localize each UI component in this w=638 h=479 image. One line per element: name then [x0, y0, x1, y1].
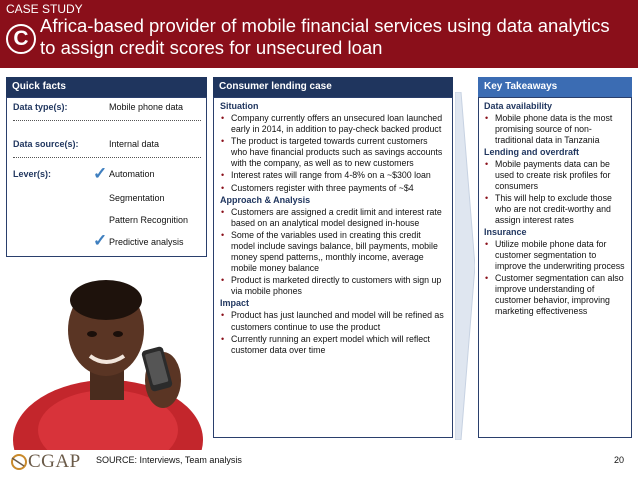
consumer-lending-panel	[213, 97, 453, 438]
case-study-label: CASE STUDY	[6, 2, 83, 16]
divider	[13, 120, 201, 121]
data-availability-title: Data availability	[484, 101, 553, 111]
list-item: • Product is marketed directly to customers with sign up via mobile phones	[221, 275, 442, 297]
bullet-dot: •	[485, 159, 489, 169]
data-sources-value: Internal data	[109, 139, 160, 149]
approach-title: Approach & Analysis	[220, 194, 311, 205]
bullet-dot: •	[485, 239, 489, 249]
bullet-dot: •	[221, 136, 225, 147]
bullet-dot: •	[221, 113, 225, 123]
list-item: • The product is targeted towards current customers who have financial products such as savings accounts with the company, as well as to new customers	[221, 136, 443, 169]
man-with-phone-photo	[8, 260, 208, 450]
header-banner	[0, 0, 638, 68]
bullet-dot: •	[485, 273, 489, 283]
bullet-dot: •	[221, 275, 225, 286]
divider	[13, 157, 201, 158]
situation-title: Situation	[220, 101, 259, 111]
lever-pattern-recognition: Pattern Recognition	[109, 215, 189, 225]
insurance-title: Insurance	[484, 227, 527, 237]
impact-title: Impact	[220, 298, 250, 309]
cgap-logo-icon	[8, 452, 28, 472]
cgap-logo: CGAP	[28, 451, 81, 472]
data-types-value: Mobile phone data	[109, 102, 184, 112]
key-takeaways-header: Key Takeaways	[478, 77, 632, 97]
bullet-dot: •	[221, 206, 225, 217]
levers-label: Lever(s):	[13, 169, 52, 179]
list-item: • Customers are assigned a credit limit and interest rate based on an analytical model designed in-house	[221, 206, 442, 228]
list-item: • Customers register with three payments of ~$4	[221, 182, 414, 193]
quick-facts-panel	[6, 97, 207, 257]
lever-automation: Automation	[109, 169, 155, 179]
data-sources-label: Data source(s):	[13, 139, 79, 149]
bullet-dot: •	[221, 333, 225, 344]
right-arrow-icon	[455, 92, 475, 440]
bullet-dot: •	[221, 310, 225, 321]
bullet-dot: •	[485, 113, 489, 123]
list-item: • Company currently offers an unsecured loan launched early in 2014, in addition to pay-check backed product	[221, 113, 443, 135]
page-number: 20	[614, 455, 625, 465]
check-icon: ✓	[93, 231, 108, 250]
quick-facts-header: Quick facts	[6, 77, 207, 97]
check-icon: ✓	[93, 164, 108, 183]
list-item: • Mobile phone data is the most promising source of non-traditional data in Tanzania	[485, 113, 613, 145]
bullet-dot: •	[221, 229, 225, 240]
lending-title: Lending and overdraft	[484, 147, 580, 157]
source-note: SOURCE: Interviews, Team analysis	[96, 455, 242, 465]
list-item: • Interest rates will range from 4-8% on a ~$300 loan	[221, 170, 431, 181]
consumer-lending-header: Consumer lending case	[213, 77, 453, 97]
bullet-dot: •	[485, 193, 489, 203]
list-item: • Currently running an expert model which will reflect customer data over time	[221, 333, 430, 355]
list-item: • Product has just launched and model will be refined as customers continue to use the product	[221, 310, 444, 332]
bullet-dot: •	[221, 170, 225, 181]
lever-predictive-analysis: Predictive analysis	[109, 237, 184, 247]
key-takeaways-panel	[478, 97, 632, 438]
bullet-dot: •	[221, 182, 225, 193]
data-types-label: Data type(s):	[13, 102, 68, 112]
list-item: • Customer segmentation can also improve understanding of customer behavior, improving marketing effectiveness	[485, 273, 624, 316]
list-item: • Some of the variables used in creating this credit model include savings balance, bill payments, mobile money spend patterns,, monthly income, average mobile money balance	[221, 229, 438, 274]
lever-segmentation: Segmentation	[109, 193, 165, 203]
list-item: • This will help to exclude those who are not credit-worthy and assign interest rates	[485, 193, 612, 225]
list-item: • Mobile payments data can be used to create risk profiles for consumers	[485, 159, 611, 191]
page-title: Africa-based provider of mobile financial services using data analytics to assign credit scores for unsecured loan	[40, 15, 610, 58]
case-badge-icon: C	[6, 24, 36, 54]
list-item: • Utilize mobile phone data for customer segmentation to improve the underwriting process	[485, 239, 625, 271]
